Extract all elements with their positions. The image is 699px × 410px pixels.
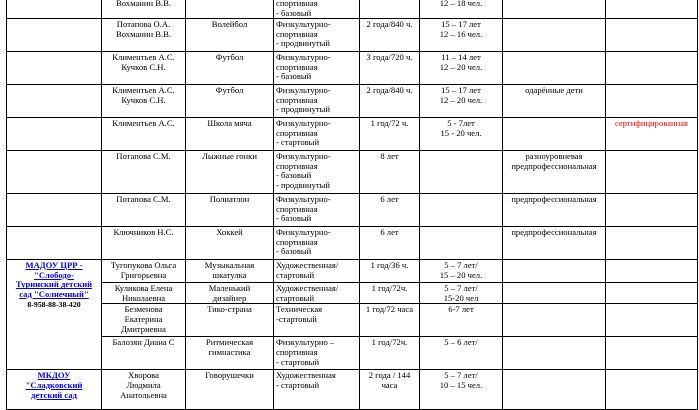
cell-line: часа [381, 379, 398, 390]
cell-line: 12 – 16 чел. [439, 28, 483, 39]
table-row [7, 370, 698, 410]
note-cell [606, 118, 698, 151]
cell-line: - базовый [276, 246, 312, 257]
cell-line: 6 лет [380, 227, 399, 238]
cell-line: Кучков С.Н. [121, 61, 166, 72]
program-cell [186, 304, 274, 337]
organization-name-line: "Слободо- [34, 269, 74, 280]
cell-line: шкатулка [212, 269, 247, 280]
term-cell [360, 260, 420, 283]
teacher-cell [102, 151, 186, 194]
program-cell [186, 337, 274, 370]
cell-line: Волейбол [211, 19, 248, 30]
organization-name-line: детский сад [31, 389, 77, 400]
cell-line: Потапова С.М. [116, 151, 171, 162]
cell-line: предпрофессиональная [511, 227, 597, 238]
cell-line: - стартовый [276, 356, 320, 367]
cell-line: предпрофессиональная [511, 160, 597, 171]
teacher-cell [102, 118, 186, 151]
cell-line: гимнастика [208, 346, 251, 357]
cell-line: 1 год/72 часа [365, 304, 414, 315]
term-cell [360, 304, 420, 337]
table-row [7, 118, 698, 151]
category-cell [503, 52, 606, 85]
term-cell [360, 227, 420, 260]
category-cell [503, 283, 606, 304]
age-cell [420, 283, 503, 304]
cell-line: -стартовый [276, 313, 317, 324]
note-cell [606, 260, 698, 283]
cell-line: 1 год/72ч. [371, 283, 408, 294]
direction-cell [274, 151, 360, 194]
cell-line: Куликова Елена [114, 283, 173, 294]
organization-cell [7, 19, 102, 52]
cell-line: Климентьев А.С. [112, 85, 175, 96]
organization-cell [7, 85, 102, 118]
cell-line: Климентьев А.С. [112, 118, 175, 129]
age-cell [420, 0, 503, 19]
cell-line: Музыкальная [204, 260, 255, 271]
program-cell [186, 283, 274, 304]
programs-table [6, 0, 698, 410]
cell-line: Футбол [215, 52, 244, 63]
cell-line: спортивная [276, 346, 318, 357]
direction-cell [274, 337, 360, 370]
category-cell [503, 151, 606, 194]
cell-line: Физкультурно- [276, 118, 331, 129]
organization-cell [7, 370, 102, 410]
cell-line: Вохманин В.В. [115, 0, 171, 8]
cell-line: Художественная/ [276, 283, 339, 294]
cell-line: 1 год/72ч. [371, 337, 408, 348]
organization-name-line: МАДОУ ЦРР - [25, 260, 83, 271]
note-cell [606, 337, 698, 370]
cell-line: Физкультурно- [276, 151, 331, 162]
direction-cell [274, 0, 360, 19]
organization-cell [7, 227, 102, 260]
category-cell [503, 85, 606, 118]
teacher-cell [102, 52, 186, 85]
cell-line: 5 – 7 лет/ [444, 260, 478, 271]
cell-line: Лыжные гонки [202, 151, 257, 162]
table-row [7, 151, 698, 194]
cell-line: 2 года / 144 [368, 370, 411, 381]
organization-name-line: "Сладковский [25, 379, 83, 390]
cell-line: 5 - 7лет [447, 118, 475, 129]
table-row [7, 304, 698, 337]
cell-line: - базовый [276, 7, 312, 18]
cell-line: Кучков С.Н. [121, 94, 166, 105]
age-cell [420, 337, 503, 370]
teacher-cell [102, 370, 186, 410]
teacher-cell [102, 337, 186, 370]
cell-line: предпрофессиональная [511, 194, 597, 205]
teacher-cell [102, 283, 186, 304]
cell-line: Физкультурно- [276, 85, 331, 96]
age-cell [420, 19, 503, 52]
cell-line: Хворова [128, 370, 159, 381]
cell-line: 5 – 7 лет/ [444, 283, 478, 294]
note-cell [606, 19, 698, 52]
cell-line: 8 лет [380, 151, 399, 162]
program-cell [186, 52, 274, 85]
cell-line: 12 – 20 чел. [439, 61, 483, 72]
cell-line: Полиатлон [209, 194, 250, 205]
term-cell [360, 283, 420, 304]
organization-name-line: Туринский детский [15, 279, 93, 290]
cell-line: 15 - 20 чел. [440, 127, 482, 138]
category-cell [503, 118, 606, 151]
direction-cell [274, 118, 360, 151]
teacher-cell [102, 260, 186, 283]
direction-cell [274, 370, 360, 410]
cell-line: 12 – 20 чел. [439, 94, 483, 105]
cell-line: Балозян Диана С [112, 337, 175, 348]
cell-line: - стартовый [276, 137, 320, 148]
program-cell [186, 194, 274, 227]
cell-line: - базовый [276, 170, 312, 181]
category-cell [503, 260, 606, 283]
cell-line: Вохманин В.В. [115, 28, 171, 39]
cell-line: спортивная [276, 0, 318, 8]
direction-cell [274, 19, 360, 52]
cell-line: Безменова [124, 304, 163, 315]
cell-line: одарённые дети [525, 85, 583, 96]
table-row [7, 19, 698, 52]
direction-cell [274, 52, 360, 85]
cell-line: 6 лет [380, 194, 399, 205]
age-cell [420, 151, 503, 194]
organization-cell [7, 151, 102, 194]
direction-cell [274, 194, 360, 227]
teacher-cell [102, 194, 186, 227]
age-cell [420, 118, 503, 151]
cell-line: Говорушечки [205, 370, 254, 381]
age-cell [420, 260, 503, 283]
note-cell [606, 52, 698, 85]
term-cell [360, 118, 420, 151]
term-cell [360, 337, 420, 370]
cell-line: спортивная [276, 127, 318, 138]
cell-line: спортивная [276, 203, 318, 214]
term-cell [360, 151, 420, 194]
program-cell [186, 0, 274, 19]
cell-line: дизайнер [212, 292, 247, 303]
teacher-cell [102, 19, 186, 52]
cell-line: - продвинутый [276, 179, 331, 190]
direction-cell [274, 260, 360, 283]
term-cell [360, 85, 420, 118]
cell-line: спортивная [276, 28, 318, 39]
cell-line: Художественная/ [276, 260, 339, 271]
cell-line: стартовый [276, 269, 315, 280]
teacher-cell [102, 85, 186, 118]
cell-line: Техническая [276, 304, 323, 315]
table-row [7, 0, 698, 19]
cell-line: разноуровневая [525, 151, 583, 162]
cell-line: Физкультурно- [276, 52, 331, 63]
cell-line: 15 – 17 лет [441, 19, 481, 30]
note-cell [606, 85, 698, 118]
program-cell [186, 151, 274, 194]
cell-line: 15-20 чел [443, 292, 479, 303]
cell-line: Григорьевна [120, 269, 167, 280]
note-cell [606, 151, 698, 194]
age-cell [420, 194, 503, 227]
organization-cell [7, 52, 102, 85]
term-cell [360, 194, 420, 227]
note-cell [606, 194, 698, 227]
category-cell [503, 337, 606, 370]
cell-line: Николаевна [121, 292, 166, 303]
cell-line: - продвинутый [276, 104, 331, 115]
category-cell [503, 19, 606, 52]
table-row [7, 85, 698, 118]
cell-line: Екатерина [124, 313, 163, 324]
organization-link[interactable] [9, 261, 99, 299]
program-cell [186, 227, 274, 260]
cell-line: - базовый [276, 71, 312, 82]
cell-line: Художественная [276, 370, 336, 381]
direction-cell [274, 283, 360, 304]
cell-line: Тугопукова Ольга [110, 260, 177, 271]
cell-line: 3 года/720 ч. [366, 52, 413, 63]
cell-line: спортивная [276, 160, 318, 171]
note-cell [606, 283, 698, 304]
teacher-cell [102, 304, 186, 337]
term-cell [360, 370, 420, 410]
program-cell [186, 19, 274, 52]
table-row [7, 283, 698, 304]
term-cell [360, 52, 420, 85]
note-cell [606, 0, 698, 19]
cell-line: Людмила [126, 379, 161, 390]
program-cell [186, 370, 274, 410]
table-row [7, 260, 698, 283]
age-cell [420, 85, 503, 118]
cell-line: 1 год/72 ч. [370, 118, 409, 129]
organization-name-line: сад "Солнечный" [19, 288, 89, 299]
cell-line: Школа мяча [207, 118, 252, 129]
cell-line: Дмитриевна [121, 323, 166, 334]
cell-line: 2 года/840 ч. [366, 85, 413, 96]
cell-line: Физкультурно- [276, 227, 331, 238]
age-cell [420, 304, 503, 337]
cell-line: - базовый [276, 213, 312, 224]
cell-line: Физкультурно- [276, 19, 331, 30]
organization-cell [7, 118, 102, 151]
cell-line: 5 – 7 лет/ [444, 370, 478, 381]
cell-line: 11 – 14 лет [441, 52, 481, 63]
term-cell [360, 19, 420, 52]
cell-line: Маленький [208, 283, 251, 294]
cell-line: Потапова С.М. [116, 194, 171, 205]
age-cell [420, 52, 503, 85]
note-cell [606, 304, 698, 337]
cell-line: 1 год/36 ч. [370, 260, 409, 271]
table-row [7, 194, 698, 227]
cell-line: 15 – 20 чел. [439, 269, 483, 280]
table-row [7, 337, 698, 370]
organization-cell [7, 0, 102, 19]
cell-line: Потапова О.А. [116, 19, 171, 30]
term-cell [360, 0, 420, 19]
age-cell [420, 370, 503, 410]
organization-cell [7, 260, 102, 370]
note-cell [606, 227, 698, 260]
cell-line: 10 – 15 чел. [439, 379, 483, 390]
cell-line: спортивная [276, 236, 318, 247]
organization-cell [7, 194, 102, 227]
cell-line: - стартовый [276, 379, 320, 390]
direction-cell [274, 85, 360, 118]
cell-line: спортивная [276, 61, 318, 72]
cell-line: Физкультурно- [276, 194, 331, 205]
cell-line: - продвинутый [276, 38, 331, 49]
cell-line: 12 – 18 чел. [439, 0, 483, 8]
teacher-cell [102, 0, 186, 19]
cell-line: 6-7 лет [448, 304, 474, 315]
cell-line: Климентьев А.С. [112, 52, 175, 63]
direction-cell [274, 304, 360, 337]
age-cell [420, 227, 503, 260]
cell-line: 2 года/840 ч. [366, 19, 413, 30]
program-cell [186, 118, 274, 151]
cell-line: Тико-страна [207, 304, 252, 315]
direction-cell [274, 227, 360, 260]
cell-line: стартовый [276, 292, 315, 303]
program-cell [186, 85, 274, 118]
cell-line: Ритмическая [205, 337, 254, 348]
cell-line: Физкультурно – [276, 337, 335, 348]
category-cell [503, 0, 606, 19]
organization-name-line: МКДОУ [37, 370, 71, 381]
category-cell [503, 227, 606, 260]
category-cell [503, 370, 606, 410]
cell-line: Ключников Н.С. [113, 227, 174, 238]
teacher-cell [102, 227, 186, 260]
organization-phone: 8-958-88-38-420 [27, 299, 81, 309]
table-row [7, 227, 698, 260]
cell-line: 5 – 6 лет/ [444, 337, 478, 348]
cell-line: Футбол [215, 85, 244, 96]
table-row [7, 52, 698, 85]
category-cell [503, 304, 606, 337]
cell-line: Хоккей [216, 227, 243, 238]
cell-line: Анатольевна [120, 389, 167, 400]
organization-link[interactable] [9, 371, 99, 400]
cell-line: 15 – 17 лет [441, 85, 481, 96]
cell-line: сертифицированная [615, 118, 688, 129]
category-cell [503, 194, 606, 227]
program-cell [186, 260, 274, 283]
cell-line: спортивная [276, 94, 318, 105]
note-cell [606, 370, 698, 410]
